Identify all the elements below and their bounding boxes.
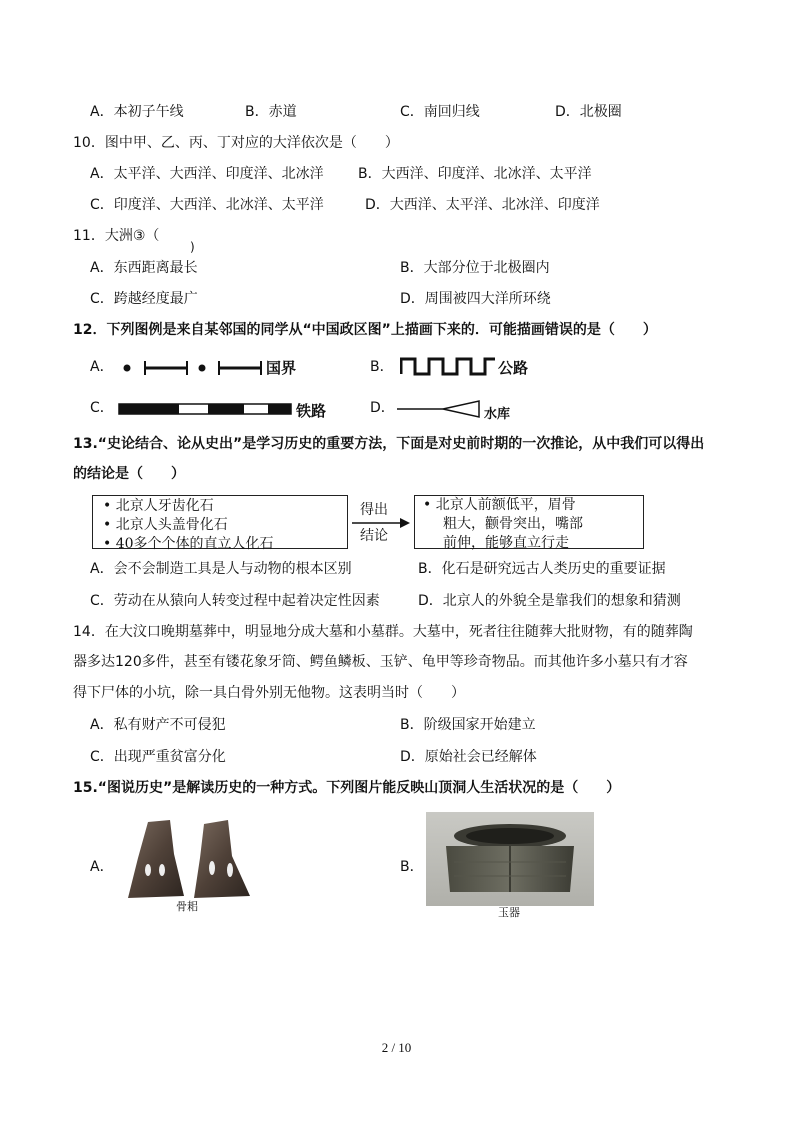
- q12-option-c-letter: C．: [90, 400, 114, 416]
- q11-option-a: A．东西距离最长: [90, 260, 198, 276]
- q12-option-b-letter: B．: [370, 359, 394, 375]
- q10-stem: 10．图中甲、乙、丙、丁对应的大洋依次是（ ）: [73, 135, 399, 151]
- q11-stem: 11．大洲③（: [73, 228, 160, 244]
- q13-option-c: C．劳动在从猿向人转变过程中起着决定性因素: [90, 593, 380, 609]
- q11-option-b: B．大部分位于北极圈内: [400, 260, 550, 276]
- q14-option-b: B．阶级国家开始建立: [400, 717, 536, 733]
- q14-option-c: C．出现严重贫富分化: [90, 749, 226, 765]
- q10-option-c: C．印度洋、大西洋、北冰洋、太平洋: [90, 197, 324, 213]
- q15-stem: 15.“图说历史”是解读历史的一种方式。下列图片能反映山顶洞人生活状况的是（ ）: [73, 780, 621, 796]
- q11-option-c: C．跨越经度最广: [90, 291, 198, 307]
- q10-option-a: A．太平洋、大西洋、印度洋、北冰洋: [90, 166, 324, 182]
- border-legend-symbol: [115, 357, 265, 379]
- conclusion-line: 粗大，颧骨突出，嘴部: [443, 516, 583, 532]
- q12-option-d-letter: D．: [370, 400, 395, 416]
- q13-option-a: A．会不会制造工具是人与动物的根本区别: [90, 561, 352, 577]
- legend-label-highway: 公路: [498, 359, 529, 377]
- evidence-line: • 40多个个体的直立人化石: [103, 536, 274, 552]
- jade-cong-image: [426, 812, 594, 906]
- q13-stem-line2: 的结论是（ ）: [73, 466, 185, 482]
- q13-option-b: B．化石是研究远古人类历史的重要证据: [418, 561, 666, 577]
- bone-spade-image: [126, 818, 254, 902]
- evidence-line: • 北京人牙齿化石: [103, 498, 214, 514]
- q13-option-d: D．北京人的外貌全是靠我们的想象和猜测: [418, 593, 681, 609]
- conclusion-line: • 北京人前额低平，眉骨: [423, 497, 576, 513]
- q14-line3: 得下尸体的小坑，除一具白骨外别无他物。这表明当时（ ）: [73, 685, 465, 701]
- q14-line1: 14．在大汶口晚期墓葬中，明显地分成大墓和小墓群。大墓中，死者往往随葬大批财物，有的随葬陶: [73, 624, 693, 640]
- q12-option-a-letter: A．: [90, 359, 114, 375]
- q9-option-d: D．北极圈: [555, 104, 622, 120]
- q15-option-b-letter: B．: [400, 859, 424, 875]
- q11-option-d: D．周围被四大洋所环绕: [400, 291, 551, 307]
- q15-option-a-letter: A．: [90, 859, 114, 875]
- q13-stem-line1: 13.“史论结合、论从史出”是学习历史的重要方法，下面是对史前时期的一次推论，从中我们可以得出: [73, 436, 705, 452]
- q11-stem-close: ): [190, 240, 195, 254]
- q10-option-b: B．大西洋、印度洋、北冰洋、太平洋: [358, 166, 592, 182]
- bone-spade-caption: 骨耜: [176, 900, 198, 913]
- q10-option-d: D．大西洋、太平洋、北冰洋、印度洋: [365, 197, 600, 213]
- q12-stem: 12．下列图例是来自某邻国的同学从“中国政区图”上描画下来的．可能描画错误的是（ ）: [73, 322, 657, 338]
- q9-option-c: C．南回归线: [400, 104, 480, 120]
- evidence-box: [92, 495, 348, 552]
- legend-label-reservoir: 水库: [484, 407, 511, 422]
- arrow-label-bottom: 结论: [360, 528, 388, 544]
- page-number: 2 / 10: [381, 1040, 412, 1055]
- q14-option-a: A．私有财产不可侵犯: [90, 717, 226, 733]
- evidence-line: • 北京人头盖骨化石: [103, 517, 228, 533]
- legend-label-border: 国界: [266, 359, 297, 377]
- conclusion-line: 前伸，能够直立行走: [443, 535, 569, 551]
- reservoir-legend-symbol: [397, 399, 481, 419]
- q9-option-a: A．本初子午线: [90, 104, 184, 120]
- jade-cong-caption: 玉器: [498, 906, 520, 919]
- q9-option-b: B．赤道: [245, 104, 297, 120]
- q14-option-d: D．原始社会已经解体: [400, 749, 537, 765]
- q14-line2: 器多达120多件，甚至有镂花象牙筒、鳄鱼鳞板、玉铲、龟甲等珍奇物品。而其他许多小墓只有才容: [73, 654, 688, 670]
- railway-legend-symbol: [118, 402, 292, 416]
- conclusion-box: [414, 495, 644, 549]
- highway-legend-symbol: [400, 355, 496, 379]
- arrow-label-top: 得出: [360, 502, 388, 518]
- legend-label-railway: 铁路: [296, 402, 327, 420]
